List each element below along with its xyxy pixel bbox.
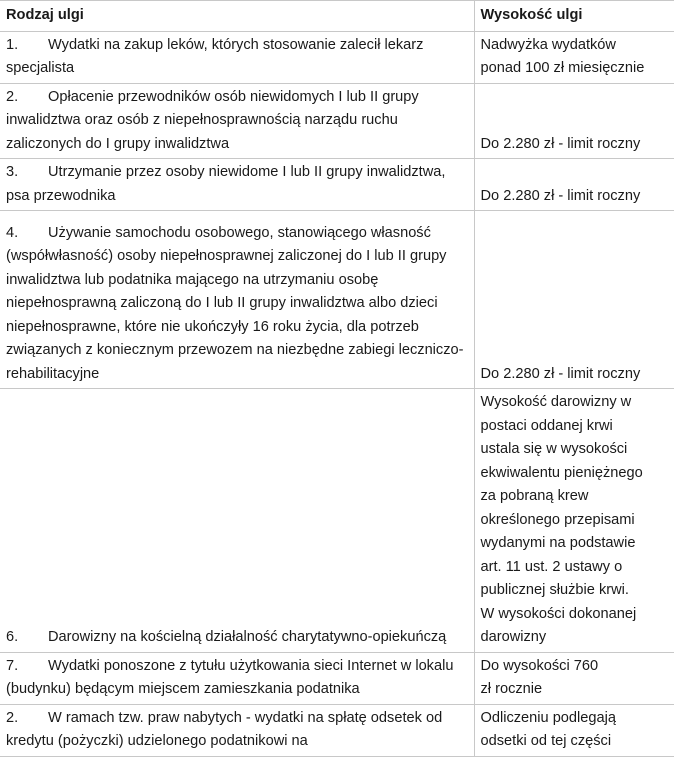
row-number: 6.	[6, 629, 19, 645]
relief-description: Wydatki na zakup leków, których stosowanie zalecił lekarz specjalista	[6, 36, 424, 76]
relief-amount-cell	[474, 31, 674, 83]
header-relief-type: Rodzaj ulgi	[0, 1, 474, 32]
header-relief-amount: Wysokość ulgi	[474, 1, 674, 32]
table-row	[0, 211, 674, 389]
table-row	[0, 389, 674, 653]
relief-amount: Do 2.280 zł - limit roczny	[480, 135, 641, 152]
row-number: 1.	[6, 36, 19, 53]
relief-amount: Do wysokości 760 zł rocznie	[480, 657, 599, 697]
relief-description: Opłacenie przewodników osób niewidomych I lub II grupy inwalidztwa oraz osób z niepełnosprawnością narządu ruchu zaliczonych do I grupy inwalidztwa	[6, 88, 419, 152]
relief-amount-cell	[474, 652, 674, 704]
relief-amount-cell	[474, 211, 674, 389]
relief-description-cell	[0, 83, 474, 159]
relief-amount-cell	[474, 159, 674, 211]
table-row	[0, 31, 674, 83]
relief-description: Używanie samochodu osobowego, stanowiącego własność (współwłasność) osoby niepełnosprawnej zaliczonej do I lub II grupy inwalidztwa lub podatnika mającego na utrzymaniu osobę niepełnosprawną zaliczoną do I lub II grupy inwalidztwa albo dzieci niepełnosprawne, które nie ukończyły 16 roku życia, dla potrzeb związanych z koniecznym przewozem na niezbędne zabiegi leczniczo-rehabilitacyjne	[6, 224, 464, 382]
relief-description: W ramach tzw. praw nabytych - wydatki na spłatę odsetek od kredytu (pożyczki) udzielonego podatnikowi na	[6, 709, 443, 749]
relief-amount-cell	[474, 83, 674, 159]
table-row	[0, 83, 674, 159]
relief-description: Wydatki ponoszone z tytułu użytkowania sieci Internet w lokalu (budynku) będącym miejscem zamieszkania podatnika	[6, 657, 454, 697]
relief-description-cell	[0, 159, 474, 211]
relief-description-cell	[0, 389, 474, 653]
relief-description-cell	[0, 704, 474, 756]
relief-amount: Do 2.280 zł - limit roczny	[480, 187, 641, 204]
row-number: 2.	[6, 709, 19, 726]
relief-amount-cell	[474, 389, 674, 653]
relief-description-cell	[0, 31, 474, 83]
relief-description-cell	[0, 211, 474, 389]
relief-amount: Nadwyżka wydatków ponad 100 zł miesięcznie	[480, 36, 645, 76]
row-number: 4.	[6, 224, 19, 241]
relief-description: Darowizny na kościelną działalność charytatywno-opiekuńczą	[48, 629, 447, 645]
table-row	[0, 652, 674, 704]
row-number: 3.	[6, 164, 19, 180]
table-row	[0, 159, 674, 211]
table-row	[0, 704, 674, 756]
row-number: 2.	[6, 88, 19, 105]
table-header-row	[0, 1, 674, 32]
relief-amount: Do 2.280 zł - limit roczny	[480, 365, 641, 382]
relief-amount: Odliczeniu podlegają odsetki od tej części	[480, 709, 616, 749]
relief-description: Utrzymanie przez osoby niewidome I lub II grupy inwalidztwa, psa przewodnika	[6, 164, 446, 204]
relief-amount: Wysokość darowizny w postaci oddanej krwi ustala się w wysokości ekwiwalentu pieniężnego za pobraną krew określonego przepisami wydanymi na podstawie art. 11 ust. 2 ustawy o publicznej służbie krwi. W wysokości dokonanej darowizny	[480, 394, 643, 645]
row-number: 7.	[6, 657, 19, 674]
relief-description-cell	[0, 652, 474, 704]
relief-amount-cell	[474, 704, 674, 756]
